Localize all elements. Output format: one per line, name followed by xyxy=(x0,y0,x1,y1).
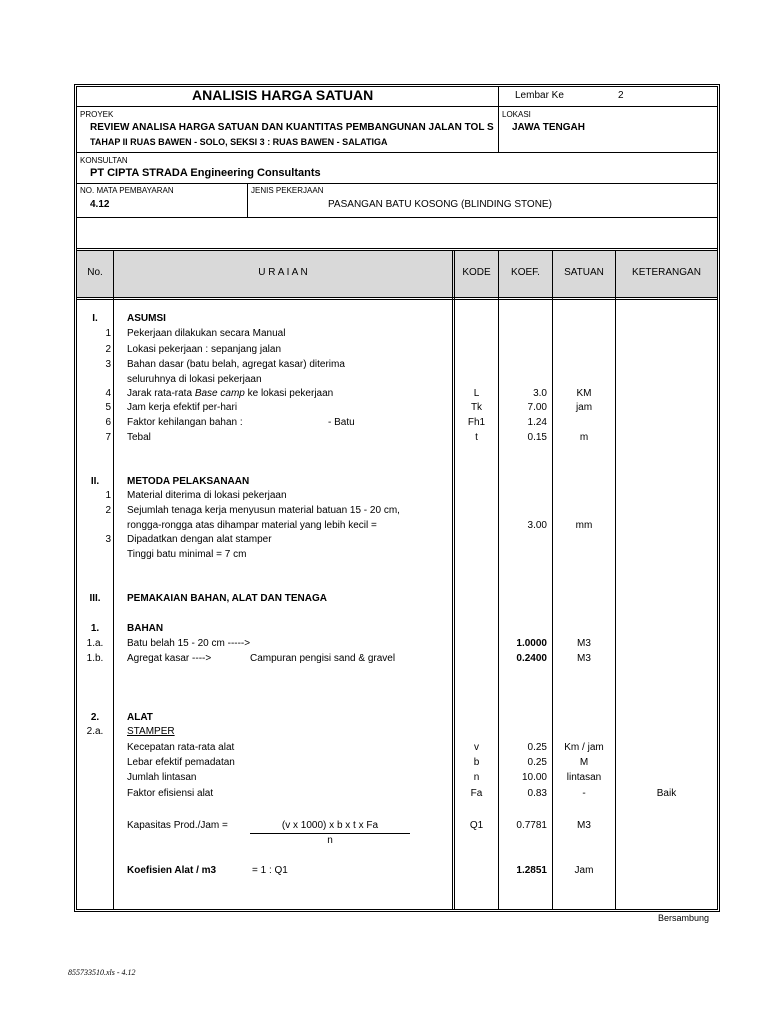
row-description: Sejumlah tenaga kerja menyusun material batuan 15 - 20 cm, xyxy=(127,505,400,516)
formula-denominator: n xyxy=(327,835,333,846)
row-number: 3 xyxy=(105,534,111,545)
hline-title xyxy=(76,106,718,107)
row-koef: 1.2851 xyxy=(516,865,547,876)
row-kode: Tk xyxy=(470,402,483,413)
row-number: 1 xyxy=(105,490,111,501)
row-number: 2 xyxy=(105,344,111,355)
vline-col-uraian-b xyxy=(454,250,455,910)
row-koef: 0.15 xyxy=(527,432,547,443)
row-keterangan: Baik xyxy=(656,788,677,799)
vline-col-kode xyxy=(498,250,499,910)
frame-top xyxy=(74,84,720,85)
col-header-uraian: U R A I A N xyxy=(258,267,308,278)
row-description: BAHAN xyxy=(127,623,164,634)
row-koef: 7.00 xyxy=(527,402,547,413)
row-description-extra: = 1 : Q1 xyxy=(252,865,288,876)
row-koef: 0.25 xyxy=(527,757,547,768)
row-satuan: m xyxy=(579,432,589,443)
row-description: STAMPER xyxy=(127,726,175,737)
row-koef: 10.00 xyxy=(521,772,547,783)
vline-col-uraian xyxy=(452,250,453,910)
row-description: Agregat kasar ----> xyxy=(127,653,212,664)
page-title: ANALISIS HARGA SATUAN xyxy=(192,87,374,103)
row-satuan: KM xyxy=(576,388,592,399)
row-satuan: M3 xyxy=(577,653,591,664)
row-kode: Q1 xyxy=(469,820,484,831)
row-number: 1.b. xyxy=(86,653,104,664)
row-koef: 0.2400 xyxy=(516,653,547,664)
frame-bottom xyxy=(74,911,720,912)
vline-col-satuan xyxy=(615,250,616,910)
row-description: Dipadatkan dengan alat stamper xyxy=(127,534,272,545)
row-description: ALAT xyxy=(127,712,153,723)
row-description: Lokasi pekerjaan : sepanjang jalan xyxy=(127,344,281,355)
row-number: 4 xyxy=(105,388,111,399)
row-satuan: M xyxy=(579,757,589,768)
row-koef: 3.0 xyxy=(533,388,547,399)
frame-bottom-inner xyxy=(76,909,718,910)
row-description: rongga-rongga atas dihampar material yang lebih kecil = xyxy=(127,520,377,531)
frame-left xyxy=(74,84,75,912)
row-number: 2 xyxy=(105,505,111,516)
row-description: Lebar efektif pemadatan xyxy=(127,757,235,768)
row-description: Bahan dasar (batu belah, agregat kasar) diterima xyxy=(127,359,345,370)
vline-col-no xyxy=(113,250,114,910)
continued-note: Bersambung xyxy=(658,913,710,923)
row-number: III. xyxy=(89,593,101,604)
row-description: Faktor kehilangan bahan : xyxy=(127,417,243,428)
row-description: Jam kerja efektif per-hari xyxy=(127,402,238,413)
hline-colhead-bottom xyxy=(76,297,718,298)
vline-col-koef xyxy=(552,250,553,910)
row-koef: 1.0000 xyxy=(516,638,547,649)
mata-pembayaran-label: NO. MATA PEMBAYARAN xyxy=(80,186,174,195)
row-number: I. xyxy=(92,313,98,324)
hline-gap xyxy=(76,248,718,249)
row-koef: 0.25 xyxy=(527,742,547,753)
row-description: PEMAKAIAN BAHAN, ALAT DAN TENAGA xyxy=(127,593,327,604)
row-kode: b xyxy=(473,757,480,768)
row-number: 6 xyxy=(105,417,111,428)
col-header-koef: KOEF. xyxy=(511,267,540,278)
row-number: 7 xyxy=(105,432,111,443)
row-number: 1 xyxy=(105,328,111,339)
row-number: 5 xyxy=(105,402,111,413)
row-description: ASUMSI xyxy=(127,313,166,324)
jenis-pekerjaan-label: JENIS PEKERJAAN xyxy=(251,186,324,195)
file-name: 855733510.xls - 4.12 xyxy=(68,968,136,977)
row-kode: n xyxy=(473,772,480,783)
formula-fraction-line xyxy=(250,833,410,834)
row-description: Kecepatan rata-rata alat xyxy=(127,742,235,753)
col-header-satuan: SATUAN xyxy=(564,267,604,278)
hline-proyek xyxy=(76,152,718,153)
row-satuan: mm xyxy=(575,520,593,531)
hline-konsultan xyxy=(76,183,718,184)
row-description: Jumlah lintasan xyxy=(127,772,197,783)
proyek-line2: TAHAP II RUAS BAWEN - SOLO, SEKSI 3 : RUAS BAWEN - SALATIGA xyxy=(90,137,388,147)
frame-right xyxy=(719,84,720,912)
hline-colhead-bottom2 xyxy=(76,299,718,300)
row-description: Jarak rata-rata Base camp ke lokasi pekerjaan xyxy=(127,388,334,399)
row-description: Tebal xyxy=(127,432,151,443)
row-description: seluruhnya di lokasi pekerjaan xyxy=(127,374,262,385)
row-satuan: jam xyxy=(575,402,593,413)
proyek-label: PROYEK xyxy=(80,110,114,119)
row-koef: 3.00 xyxy=(527,520,547,531)
row-satuan: Km / jam xyxy=(564,742,604,753)
row-satuan: M3 xyxy=(577,638,591,649)
row-kode: Fa xyxy=(470,788,483,799)
row-number: 1. xyxy=(90,623,100,634)
row-number: 2. xyxy=(90,712,100,723)
vline-jenis xyxy=(247,183,248,217)
col-header-keterangan: KETERANGAN xyxy=(632,267,701,278)
row-number: 3 xyxy=(105,359,111,370)
row-number: 2.a. xyxy=(86,726,104,737)
proyek-line1: REVIEW ANALISA HARGA SATUAN DAN KUANTITAS PEMBANGUNAN JALAN TOL S xyxy=(90,122,494,133)
row-description: Material diterima di lokasi pekerjaan xyxy=(127,490,287,501)
vline-lembar xyxy=(498,86,499,152)
row-satuan: M3 xyxy=(577,820,591,831)
row-description: Faktor efisiensi alat xyxy=(127,788,214,799)
konsultan-value: PT CIPTA STRADA Engineering Consultants xyxy=(90,167,321,179)
jenis-pekerjaan-value: PASANGAN BATU KOSONG (BLINDING STONE) xyxy=(328,199,552,210)
formula-numerator: (v x 1000) x b x t x Fa xyxy=(281,820,379,831)
row-description: METODA PELAKSANAAN xyxy=(127,476,250,487)
row-kode: Fh1 xyxy=(467,417,486,428)
lokasi-value: JAWA TENGAH xyxy=(512,122,585,133)
row-description-extra: Campuran pengisi sand & gravel xyxy=(250,653,396,664)
mata-pembayaran-value: 4.12 xyxy=(90,199,110,210)
row-kode: L xyxy=(473,388,480,399)
row-koef: 0.7781 xyxy=(516,820,547,831)
row-number: II. xyxy=(90,476,100,487)
row-description: Kapasitas Prod./Jam = xyxy=(127,820,228,831)
konsultan-label: KONSULTAN xyxy=(80,156,128,165)
lembar-label: Lembar Ke xyxy=(515,90,564,101)
row-satuan: Jam xyxy=(574,865,594,876)
row-description: Pekerjaan dilakukan secara Manual xyxy=(127,328,286,339)
row-description: Batu belah 15 - 20 cm -----> xyxy=(127,638,251,649)
col-header-kode: KODE xyxy=(462,267,491,278)
frame-right-inner xyxy=(717,86,718,910)
row-kode: v xyxy=(474,742,479,753)
row-description: Tinggi batu minimal = 7 cm xyxy=(127,549,247,560)
lokasi-label: LOKASI xyxy=(502,110,531,119)
row-koef: 0.83 xyxy=(527,788,547,799)
lembar-value: 2 xyxy=(618,90,624,101)
col-header-no: No. xyxy=(87,267,103,278)
row-satuan: - xyxy=(582,788,586,799)
row-kode: t xyxy=(475,432,478,443)
row-satuan: lintasan xyxy=(566,772,602,783)
row-koef: 1.24 xyxy=(527,417,547,428)
frame-top-inner xyxy=(76,86,718,87)
row-number: 1.a. xyxy=(86,638,104,649)
hline-mata xyxy=(76,217,718,218)
row-description: Koefisien Alat / m3 xyxy=(127,865,217,876)
row-description-extra: - Batu xyxy=(328,417,355,428)
